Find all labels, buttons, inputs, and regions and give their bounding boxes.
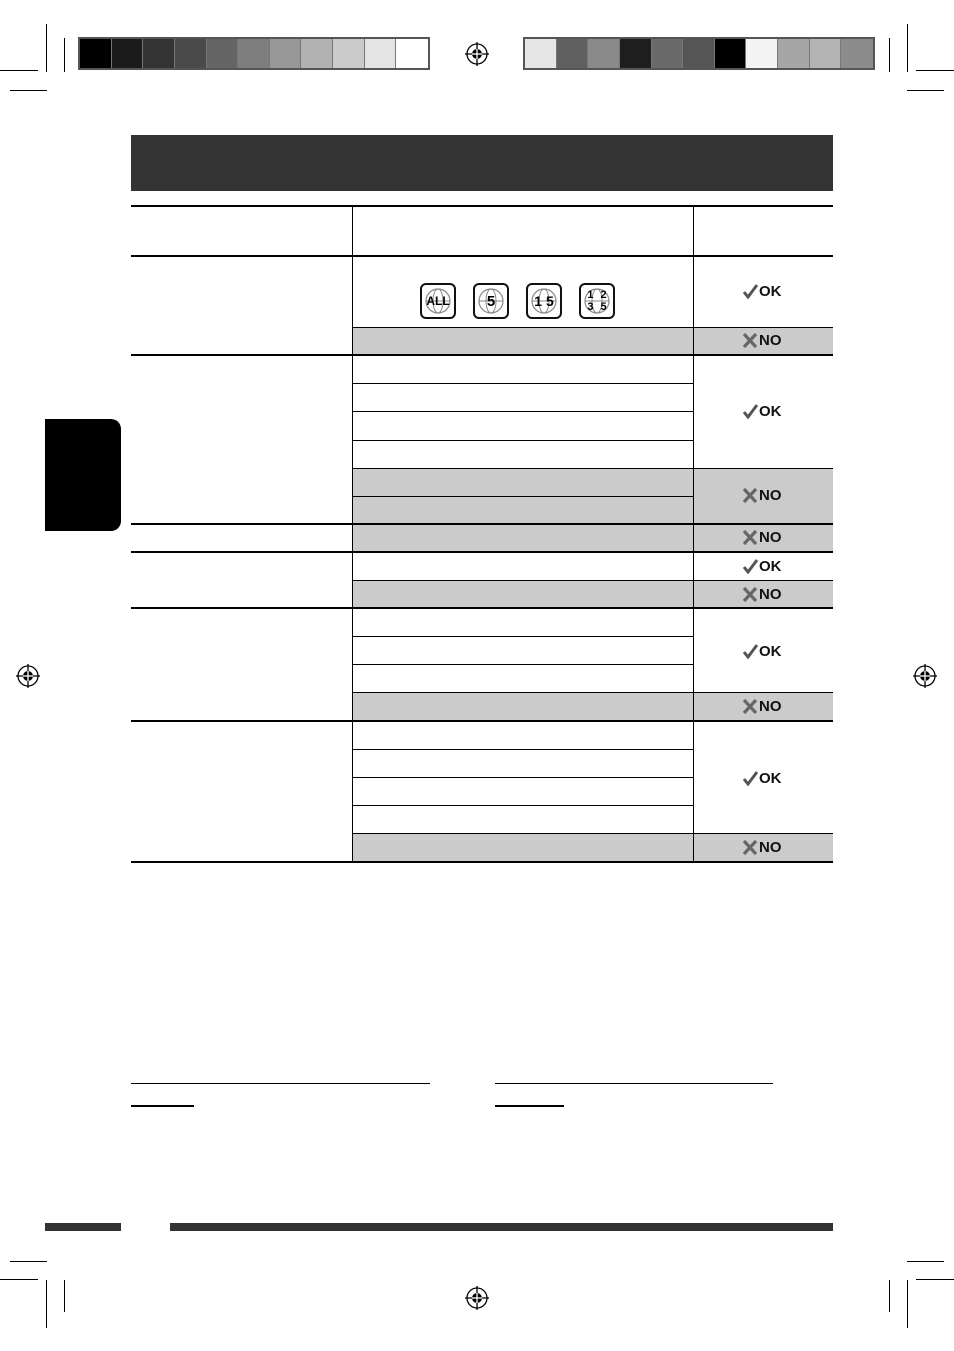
- color-swatch: [143, 39, 175, 68]
- color-swatch: [810, 39, 842, 68]
- color-swatch: [620, 39, 652, 68]
- heading-underline: [131, 1105, 194, 1107]
- registration-mark-icon: [16, 664, 40, 688]
- ok-mark: OK: [743, 770, 782, 787]
- ok-mark: OK: [743, 283, 782, 300]
- row-divider: [353, 468, 833, 469]
- table-rule: [131, 205, 833, 207]
- crop-mark: [10, 90, 47, 91]
- region-code-icons: [420, 283, 615, 319]
- cross-icon: [742, 699, 758, 714]
- row-divider: [353, 580, 833, 581]
- row-divider: [353, 749, 693, 750]
- table-rule: [131, 354, 833, 356]
- ok-mark: OK: [743, 643, 782, 660]
- table-rule: [131, 720, 833, 722]
- no-mark: NO: [742, 839, 782, 856]
- color-swatch: [841, 39, 873, 68]
- table-rule: [131, 861, 833, 863]
- check-icon: [743, 559, 758, 574]
- ok-mark: OK: [743, 403, 782, 420]
- globe-5-icon: 5: [473, 283, 509, 319]
- row-divider: [353, 664, 693, 665]
- check-icon: [743, 284, 758, 299]
- no-mark: NO: [742, 586, 782, 603]
- color-swatch: [301, 39, 333, 68]
- color-swatch: [588, 39, 620, 68]
- color-swatch: [652, 39, 684, 68]
- ok-mark: OK: [743, 558, 782, 575]
- no-mark: NO: [742, 698, 782, 715]
- crop-mark: [46, 24, 47, 72]
- crop-mark: [889, 38, 890, 72]
- crop-mark: [46, 1280, 47, 1328]
- registration-mark-icon: [913, 664, 937, 688]
- row-divider: [353, 383, 693, 384]
- language-side-tab: [45, 419, 121, 531]
- row-divider: [353, 496, 693, 497]
- crop-mark: [907, 24, 908, 72]
- cross-icon: [742, 530, 758, 545]
- row-divider: [353, 327, 833, 328]
- cross-icon: [742, 840, 758, 855]
- row-divider: [353, 636, 693, 637]
- crop-mark: [907, 1280, 908, 1328]
- column-rule: [131, 1083, 430, 1084]
- color-swatch: [715, 39, 747, 68]
- column-divider: [352, 205, 353, 863]
- crop-mark: [907, 1261, 944, 1262]
- footer-bar-left: [45, 1223, 121, 1231]
- registration-mark-icon: [465, 1286, 489, 1310]
- crop-mark: [0, 1279, 38, 1280]
- table-rule: [131, 523, 833, 525]
- no-mark: NO: [742, 332, 782, 349]
- column-rule: [495, 1083, 773, 1084]
- section-header-bar: [131, 135, 833, 191]
- table-rule: [131, 255, 833, 257]
- color-swatch: [683, 39, 715, 68]
- color-swatch: [396, 39, 428, 68]
- globe-all-icon: ALL: [420, 283, 456, 319]
- color-swatch: [80, 39, 112, 68]
- color-swatch: [175, 39, 207, 68]
- crop-mark: [10, 1261, 47, 1262]
- cross-icon: [742, 488, 758, 503]
- crop-mark: [916, 1279, 954, 1280]
- crop-mark: [916, 70, 954, 71]
- row-divider: [353, 777, 693, 778]
- color-swatch: [238, 39, 270, 68]
- row-divider: [353, 805, 693, 806]
- check-icon: [743, 644, 758, 659]
- color-swatch: [270, 39, 302, 68]
- color-swatch: [112, 39, 144, 68]
- row-divider: [353, 833, 833, 834]
- no-mark: NO: [742, 487, 782, 504]
- cross-icon: [742, 333, 758, 348]
- crop-mark: [64, 38, 65, 72]
- table-rule: [131, 607, 833, 609]
- crop-mark: [64, 1280, 65, 1312]
- color-calibration-bar-left: [78, 37, 430, 70]
- color-swatch: [207, 39, 239, 68]
- check-icon: [743, 404, 758, 419]
- table-rule: [131, 551, 833, 553]
- row-divider: [353, 411, 693, 412]
- heading-underline: [495, 1105, 564, 1107]
- globe-1-5-icon: 1 5: [526, 283, 562, 319]
- column-divider: [693, 205, 694, 863]
- color-swatch: [557, 39, 589, 68]
- color-swatch: [778, 39, 810, 68]
- crop-mark: [889, 1280, 890, 1312]
- color-swatch: [525, 39, 557, 68]
- color-swatch: [365, 39, 397, 68]
- no-mark: NO: [742, 529, 782, 546]
- check-icon: [743, 771, 758, 786]
- registration-mark-icon: [465, 42, 489, 66]
- row-divider: [353, 440, 693, 441]
- cross-icon: [742, 587, 758, 602]
- crop-mark: [907, 90, 944, 91]
- color-calibration-bar-right: [523, 37, 875, 70]
- row-divider: [353, 692, 833, 693]
- crop-mark: [0, 70, 38, 71]
- color-swatch: [333, 39, 365, 68]
- color-swatch: [746, 39, 778, 68]
- globe-multi-icon: 1 2 3 5: [579, 283, 615, 319]
- footer-bar-right: [170, 1223, 833, 1231]
